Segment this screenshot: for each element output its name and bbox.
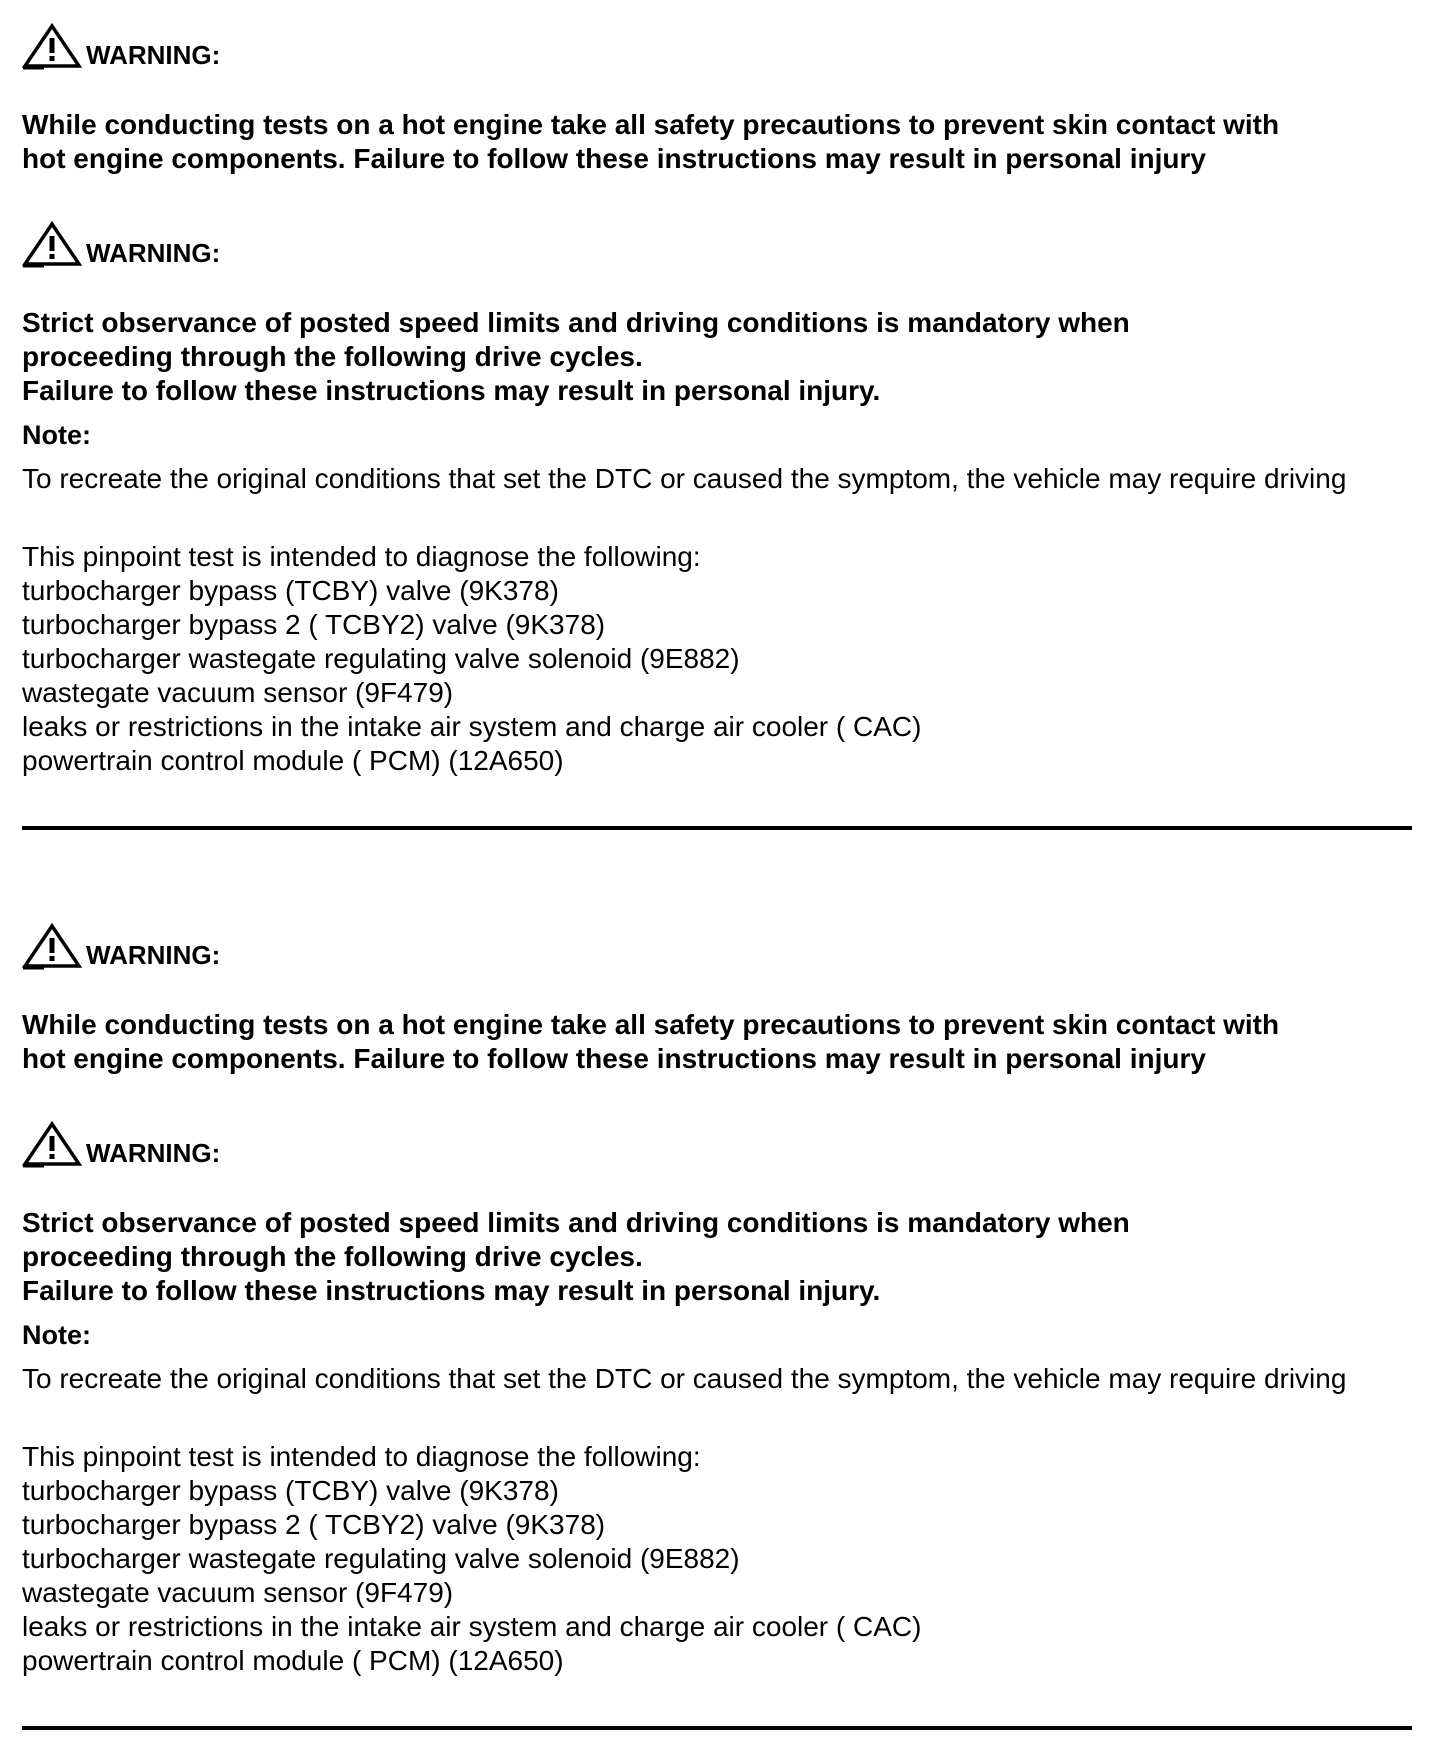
section-divider — [22, 826, 1412, 830]
section-divider — [22, 1726, 1412, 1730]
warning-header-speed-limits — [22, 1116, 220, 1168]
warning-text-speed-limits — [22, 306, 1412, 408]
diagnosis-list — [22, 1440, 1412, 1678]
list-item: turbocharger bypass (TCBY) valve (9K378) — [22, 1475, 559, 1506]
list-item: leaks or restrictions in the intake air system and charge air cooler ( CAC) — [22, 1611, 922, 1642]
list-item: turbocharger bypass (TCBY) valve (9K378) — [22, 575, 559, 606]
warning-header-hot-engine — [22, 918, 220, 970]
warning-label: WARNING: — [86, 1138, 221, 1168]
list-item: turbocharger wastegate regulating valve solenoid (9E882) — [22, 1543, 740, 1574]
list-item: powertrain control module ( PCM) (12A650) — [22, 745, 564, 776]
warning-line: hot engine components. Failure to follow these instructions may result in personal injury — [22, 143, 1206, 174]
warning-header-speed-limits — [22, 216, 220, 268]
list-item: wastegate vacuum sensor (9F479) — [22, 1577, 454, 1608]
warning-triangle-icon — [22, 922, 82, 970]
warning-line: Strict observance of posted speed limits and driving conditions is mandatory when — [22, 307, 1130, 338]
note-label: Note: — [22, 420, 91, 450]
warning-line: proceeding through the following drive cycles. — [22, 1241, 643, 1272]
warning-text-hot-engine — [22, 108, 1412, 176]
note-label: Note: — [22, 1320, 91, 1350]
warning-text-hot-engine — [22, 1008, 1412, 1076]
warning-line: Strict observance of posted speed limits and driving conditions is mandatory when — [22, 1207, 1130, 1238]
note-text: To recreate the original conditions that set the DTC or caused the symptom, the vehicle may require driving — [22, 1363, 1347, 1394]
warning-line: While conducting tests on a hot engine take all safety precautions to prevent skin contact with — [22, 109, 1280, 140]
list-item: turbocharger bypass 2 ( TCBY2) valve (9K378) — [22, 609, 606, 640]
warning-label: WARNING: — [86, 40, 221, 70]
warning-label: WARNING: — [86, 238, 221, 268]
list-item: wastegate vacuum sensor (9F479) — [22, 677, 454, 708]
procedure-block-1 — [22, 0, 1412, 845]
warning-line: Failure to follow these instructions may result in personal injury. — [22, 1275, 881, 1306]
list-item: turbocharger wastegate regulating valve solenoid (9E882) — [22, 643, 740, 674]
warning-line: proceeding through the following drive cycles. — [22, 341, 643, 372]
diagnosis-intro: This pinpoint test is intended to diagnose the following: — [22, 541, 701, 572]
list-item: powertrain control module ( PCM) (12A650) — [22, 1645, 564, 1676]
warning-label: WARNING: — [86, 940, 221, 970]
warning-triangle-icon — [22, 1120, 82, 1168]
procedure-block-2 — [22, 900, 1412, 1745]
diagnosis-intro: This pinpoint test is intended to diagnose the following: — [22, 1441, 701, 1472]
note-text: To recreate the original conditions that set the DTC or caused the symptom, the vehicle may require driving — [22, 463, 1347, 494]
warning-line: Failure to follow these instructions may result in personal injury. — [22, 375, 881, 406]
warning-line: While conducting tests on a hot engine take all safety precautions to prevent skin contact with — [22, 1009, 1280, 1040]
list-item: turbocharger bypass 2 ( TCBY2) valve (9K378) — [22, 1509, 606, 1540]
list-item: leaks or restrictions in the intake air system and charge air cooler ( CAC) — [22, 711, 922, 742]
warning-line: hot engine components. Failure to follow these instructions may result in personal injury — [22, 1043, 1206, 1074]
warning-triangle-icon — [22, 220, 82, 268]
diagnosis-list — [22, 540, 1412, 778]
warning-text-speed-limits — [22, 1206, 1412, 1308]
warning-header-hot-engine — [22, 18, 220, 70]
warning-triangle-icon — [22, 22, 82, 70]
